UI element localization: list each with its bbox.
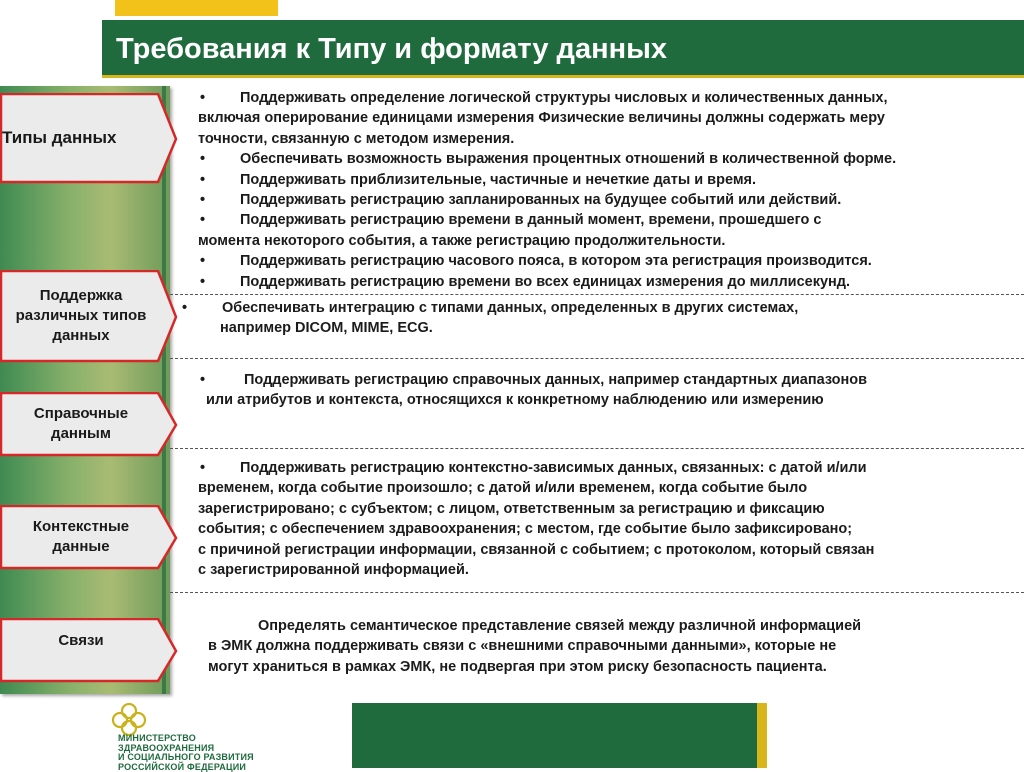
text-line: могут храниться в рамках ЭМК, не подвергая при этом риску безопасность пациента.: [208, 658, 827, 675]
list-item-cont: например DICOM, MIME, ECG.: [220, 320, 433, 337]
list-item-cont: включая оперирование единицами измерения Физические величины должны содержать меру: [198, 110, 885, 127]
list-item: • Поддерживать регистрацию контекстно-зависимых данных, связанных: с датой и/или: [200, 460, 867, 476]
tab-label: Типы данных: [2, 127, 117, 147]
list-item-cont: зарегистрировано; с субъектом; с лицом, ответственным за регистрацию и фиксацию: [198, 500, 825, 517]
top-accent-bar: [115, 0, 278, 16]
list-item-cont: момента некоторого события, а также регистрацию продолжительности.: [198, 232, 726, 249]
list-item-cont: с зарегистрированной информацией.: [198, 562, 469, 579]
bottom-accent: [757, 703, 767, 768]
list-item-cont: временем, когда событие произошло; с датой и/или временем, когда событие было: [198, 480, 808, 497]
section-integration: [180, 298, 1020, 339]
list-item-cont: или атрибутов и контекста, относящихся к конкретному наблюдению или измерению: [206, 392, 824, 409]
tab-label: Справочные данным: [33, 404, 129, 442]
tab-links[interactable]: [0, 618, 176, 682]
tab-context-data[interactable]: [0, 505, 176, 569]
tab-label: Связи: [58, 631, 104, 649]
section-context-data: [198, 458, 1024, 580]
list-item: • Поддерживать регистрацию справочных данных, например стандартных диапазонов: [200, 372, 868, 388]
tab-label: Контекстные данные: [32, 517, 130, 555]
title-bar: [102, 20, 1024, 78]
list-item: • Поддерживать определение логической структуры числовых и количественных данных,: [200, 90, 888, 106]
section-links: [208, 616, 1024, 677]
list-item: • Поддерживать регистрацию времени в данный момент, времени, прошедшего с: [200, 212, 822, 229]
bottom-bar: [352, 703, 757, 768]
divider: [170, 358, 1024, 359]
tab-data-types[interactable]: [0, 93, 176, 183]
list-item: • Поддерживать приблизительные, частичные и нечеткие даты и время.: [200, 171, 757, 188]
ministry-name: МИНИСТЕРСТВО ЗДРАВООХРАНЕНИЯ И СОЦИАЛЬНОГО РАЗВИТИЯ РОССИЙСКОЙ ФЕДЕРАЦИИ: [118, 733, 254, 772]
list-item-cont: события; с обеспечением здравоохранения; с местом, где событие было зафиксировано;: [198, 521, 853, 538]
tab-label: Поддержка различных типов данных: [15, 286, 147, 345]
tab-various-types[interactable]: [0, 270, 176, 362]
tab-reference-data[interactable]: [0, 392, 176, 456]
section-data-types: [198, 88, 1024, 292]
list-item-cont: с причиной регистрации информации, связанной с событием; с протоколом, который связан: [198, 541, 875, 558]
section-reference-data: [190, 370, 1020, 411]
list-item: • Поддерживать регистрацию запланированных на будущее событий или действий.: [200, 192, 842, 209]
divider: [170, 592, 1024, 593]
divider: [170, 448, 1024, 449]
list-item: • Поддерживать регистрацию времени во всех единицах измерения до миллисекунд.: [200, 273, 851, 290]
list-item: • Обеспечивать возможность выражения процентных отношений в количественной форме.: [200, 151, 897, 168]
list-item-cont: точности, связанную с методом измерения.: [198, 130, 515, 147]
text-line: Определять семантическое представление связей между различной информацией: [258, 618, 862, 634]
list-item: • Поддерживать регистрацию часового пояса, в котором эта регистрация производится.: [200, 253, 872, 270]
list-item: • Обеспечивать интеграцию с типами данных, определенных в других системах,: [182, 300, 799, 316]
text-line: в ЭМК должна поддерживать связи с «внешними справочными данными», которые не: [208, 638, 837, 655]
slide-title: Требования к Типу и формату данных: [116, 33, 667, 65]
divider: [170, 294, 1024, 295]
